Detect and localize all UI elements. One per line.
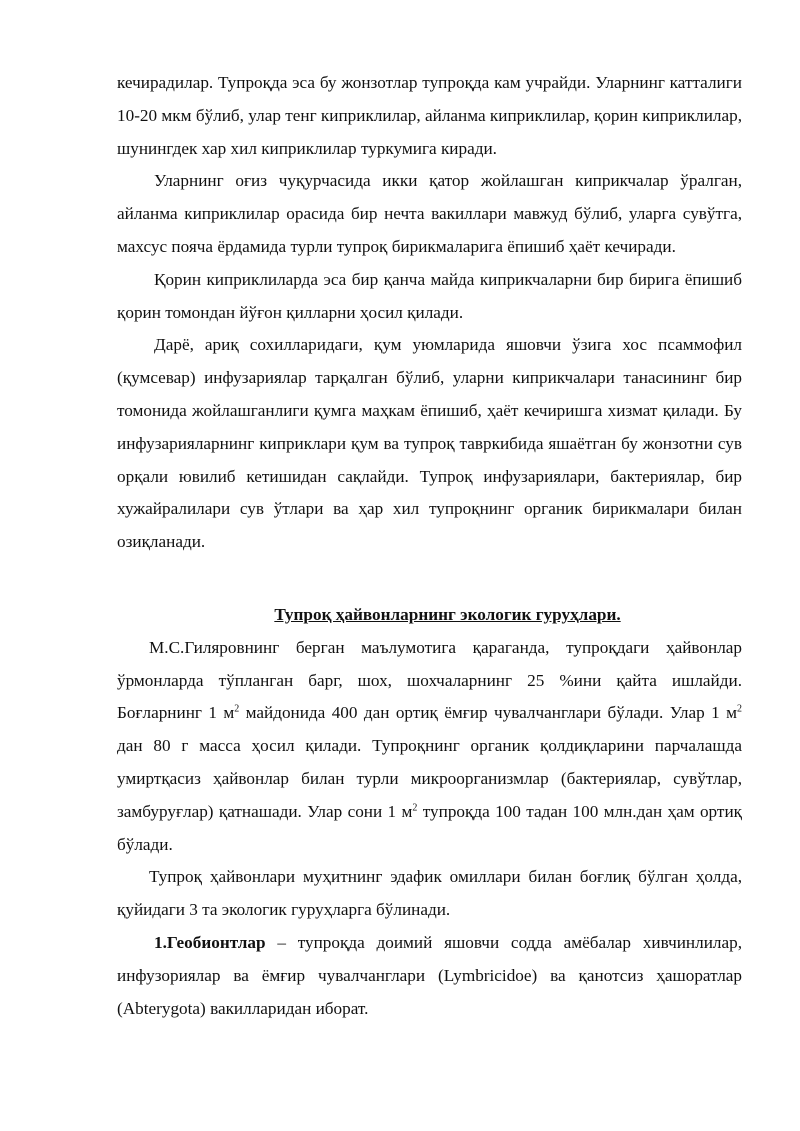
superscript-3: 2: [412, 802, 418, 813]
paragraph-4: Дарё, ариқ сохилларидаги, қум уюмларида яшовчи ўзига хос псаммофил (қумсевар) инфузариялар тарқалган бўлиб, уларни киприкчалари танасининг бир томонида жойлашганлиги қумга маҳкам ёпишиб, ҳаёт кечиришга хизмат қилади. Бу инфузарияларнинг киприклари қум ва тупроқ тавркибида яшаётган бу жонзотни сув орқали ювилиб кетишидан сақлайди. Тупроқ инфузариялари, бактериялар, бир хужайралилари сув ўтлари ва ҳар хил тупроқнинг органик бирикмалари билан озиқланади.: [117, 335, 742, 552]
paragraph-5-part-b: майдонида 400 дан ортиқ ёмғир чувалчанглари бўлади. Улар 1 м: [239, 703, 737, 723]
superscript-2: 2: [737, 703, 742, 715]
paragraph-5-part-d: тупроқда 100 тадан 100 млн.дан ҳам ортиқ бўлади.: [117, 801, 742, 854]
paragraph-1: кечирадилар. Тупроқда эса бу жонзотлар тупроқда кам учрайди. Уларнинг катталиги 10-20 мкм бўлиб, улар тенг киприклилар, айланма киприклилар, қорин киприклилар, шунингдек хар хил киприклилар туркумига киради.: [117, 73, 742, 158]
paragraph-6: Тупроқ ҳайвонлари муҳитнинг эдафик омиллари билан боғлиқ бўлган ҳолда, қуйидаги 3 та экологик гуруҳларга бўлинади.: [117, 867, 742, 920]
superscript-1: 2: [234, 703, 240, 715]
paragraph-7: [117, 927, 742, 1025]
paragraph-7-text: – тупроқда доимий яшовчи содда амёбалар хивчинлилар, инфузориялар ва ёмғир чувалчанглари (Lymbricidoe) ва қанотсиз ҳашоратлар (Abterygota) вакилларидан иборат.: [117, 932, 742, 1018]
paragraph-5-part-a: М.С.Гиляровнинг берган маълумотига қараганда, тупроқдаги ҳайвонлар ўрмонларда тўпланган барг, шох, шохчаларнинг 25 %ини қайта ишлайди. Боғларнинг 1 м: [117, 637, 742, 723]
paragraph-5: [117, 632, 742, 862]
geobionts-term: 1.Геобионтлар: [154, 932, 266, 952]
paragraph-2: Уларнинг оғиз чуқурчасида икки қатор жойлашган киприкчалар ўралган, айланма киприклилар орасида бир нечта вакиллари мавжуд бўлиб, уларга сувўтга, махсус пояча ёрдамида турли тупроқ бирикмаларига ёпишиб ҳаёт кечиради.: [117, 171, 742, 256]
paragraph-5-part-c: дан 80 г масса ҳосил қилади. Тупроқнинг органик қолдиқларини парчалашда умиртқасиз ҳайвонлар билан турли микроорганизмлар (бактериялар, сувўтлар, замбуруғлар) қатнашади. Улар сони 1 м: [117, 736, 742, 821]
paragraph-3: Қорин киприклиларда эса бир қанча майда киприкчаларни бир бирига ёпишиб қорин томондан йўғон қилларни ҳосил қилади.: [117, 269, 742, 322]
section-heading: Тупроқ ҳайвонларнинг экологик гуруҳлари.: [274, 604, 621, 624]
blank-line: [117, 559, 742, 591]
